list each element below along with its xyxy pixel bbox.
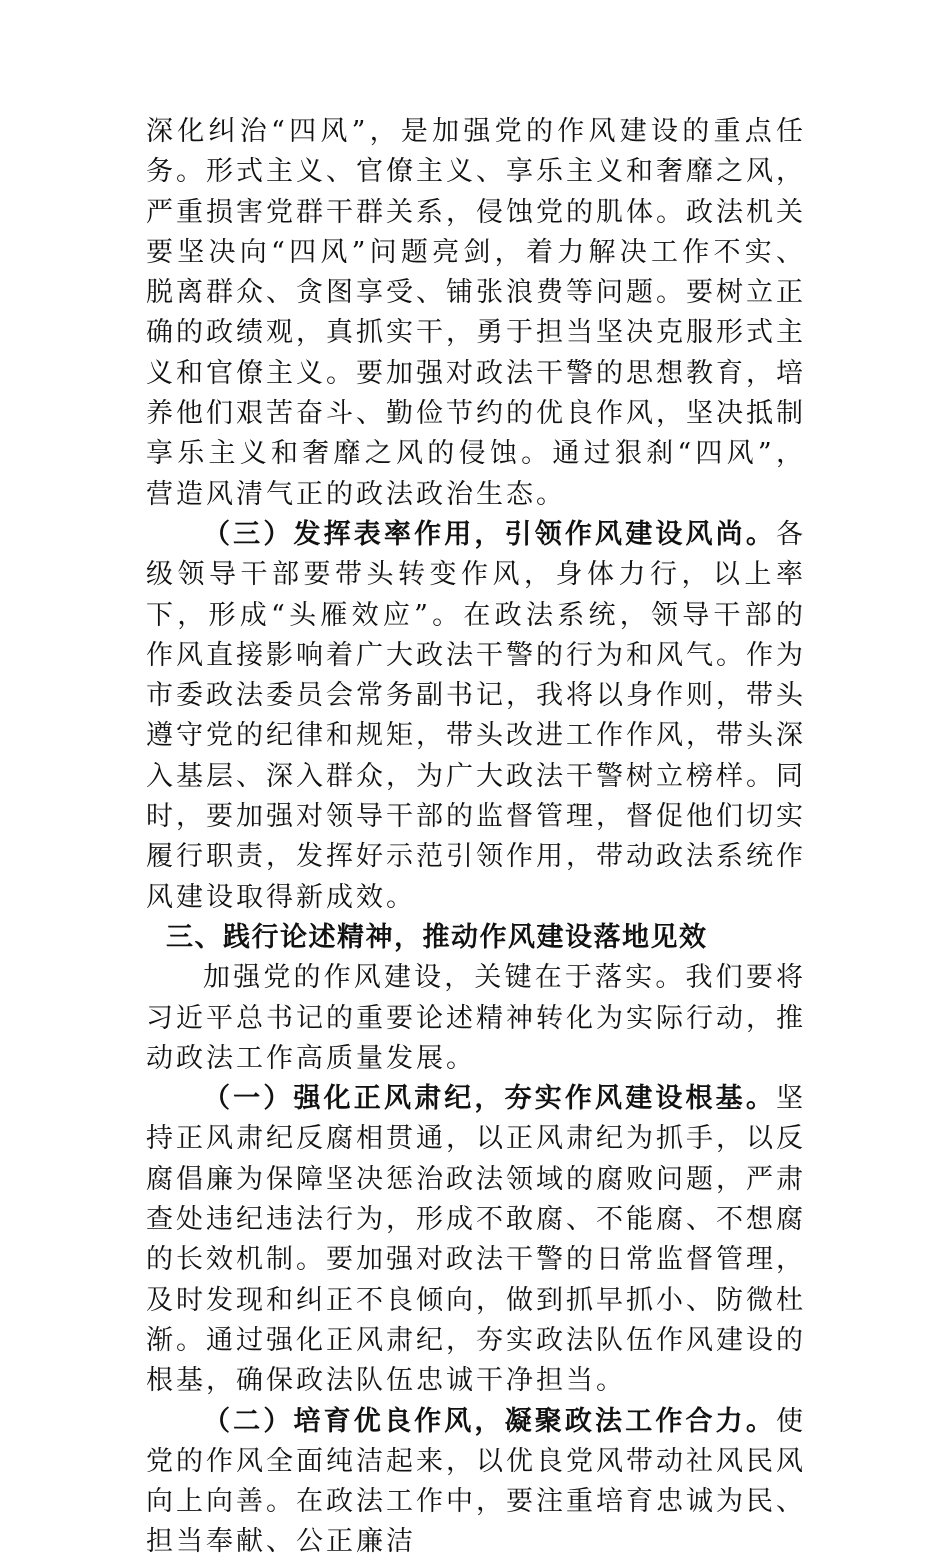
- paragraph-body: 坚持正风肃纪反腐相贯通，以正风肃纪为抓手，以反腐倡廉为保障坚决惩治政法领域的腐败问题，严肃查处违纪违法行为，形成不敢腐、不能腐、不想腐的长效机制。要加强对政法干警的日常监督管理，及时发现和纠正不良倾向，做到抓早抓小、防微杜渐。通过强化正风肃纪，夯实政法队伍作风建设的根基，确保政法队伍忠诚干净担当。: [146, 1083, 806, 1397]
- paragraph-implementation: [146, 958, 806, 1079]
- subsection-heading-2: （二）培育优良作风，凝聚政法工作合力。: [203, 1405, 776, 1437]
- subsection-heading-3: （三）发挥表率作用，引领作风建设风尚。: [203, 518, 776, 550]
- paragraph-fine-style: [146, 1402, 806, 1563]
- paragraph-four-winds: [146, 112, 806, 515]
- paragraph-body: 使党的作风全面纯洁起来，以优良党风带动社风民风向上向善。在政法工作中，要注重培育忠诚为民、担当奉献、公正廉洁: [146, 1405, 806, 1558]
- paragraph-discipline: [146, 1079, 806, 1401]
- subsection-heading-1: （一）强化正风肃纪，夯实作风建设根基。: [203, 1083, 776, 1115]
- section-heading-3: 三、践行论述精神，推动作风建设落地见效: [166, 921, 708, 953]
- paragraph-body: 各级领导干部要带头转变作风，身体力行，以上率下，形成“头雁效应”。在政法系统，领导干部的作风直接影响着广大政法干警的行为和风气。作为市委政法委员会常务副书记，我将以身作则，带头遵守党的纪律和规矩，带头改进工作作风，带头深入基层、深入群众，为广大政法干警树立榜样。同时，要加强对领导干部的监督管理，督促他们切实履行职责，发挥好示范引领作用，带动政法系统作风建设取得新成效。: [146, 518, 806, 913]
- paragraph-leading-example: [146, 515, 806, 918]
- paragraph-body: 深化纠治“四风”，是加强党的作风建设的重点任务。形式主义、官僚主义、享乐主义和奢靡之风，严重损害党群干群关系，侵蚀党的肌体。政法机关要坚决向“四风”问题亮剑，着力解决工作不实、脱离群众、贪图享受、铺张浪费等问题。要树立正确的政绩观，真抓实干，勇于担当坚决克服形式主义和官僚主义。要加强对政法干警的思想教育，培养他们艰苦奋斗、勤俭节约的优良作风，坚决抵制享乐主义和奢靡之风的侵蚀。通过狠刹“四风”，营造风清气正的政法政治生态。: [146, 116, 806, 510]
- document-page: [146, 112, 806, 1563]
- paragraph-body: 加强党的作风建设，关键在于落实。我们要将习近平总书记的重要论述精神转化为实际行动，推动政法工作高质量发展。: [146, 962, 806, 1074]
